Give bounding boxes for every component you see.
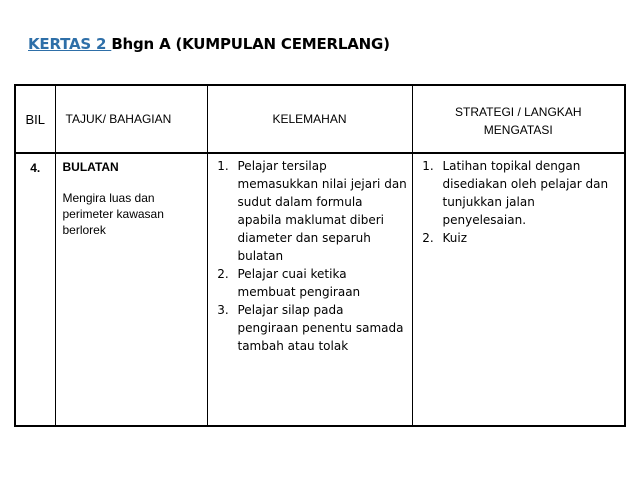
header-strategi-line1: STRATEGI / LANGKAH [455,105,582,119]
header-strategi [412,85,625,153]
kelemahan-item-2: 2. Pelajar cuai ketika membuat pengiraan [233,265,408,301]
strategi-item-2: 2. Kuiz [438,229,621,247]
table-row [15,153,625,426]
row-strategi [412,153,625,426]
row-subtopic-line2: perimeter kawasan [62,207,164,221]
row-tajuk [55,153,207,426]
row-bil: 4. [15,153,55,426]
strategi-item-1: 1. Latihan topikal dengan disediakan oleh pelajar dan tunjukkan jalan penyelesaian. [438,157,621,229]
title-paper-label: KERTAS 2 [28,35,112,53]
strategi-list [413,154,625,247]
title-section-label: Bhgn A (KUMPULAN CEMERLANG) [111,35,390,53]
header-kelemahan: KELEMAHAN [207,85,412,153]
header-strategi-line2: MENGATASI [483,123,553,137]
header-tajuk: TAJUK/ BAHAGIAN [55,85,207,153]
weakness-strategy-table [14,84,626,427]
kelemahan-item-1: 1. Pelajar tersilap memasukkan nilai jejari dan sudut dalam formula apabila maklumat diberi diameter dan separuh bulatan [233,157,408,265]
row-subtopic [63,190,201,238]
table-header-row [15,85,625,153]
row-kelemahan [207,153,412,426]
row-subtopic-line1: Mengira luas dan [62,191,155,205]
header-bil: BIL [15,85,55,153]
row-subtopic-line3: berlorek [62,223,106,237]
kelemahan-item-3: 3. Pelajar silap pada pengiraan penentu samada tambah atau tolak [233,301,408,355]
kelemahan-list [208,154,412,355]
row-topic: BULATAN [62,160,119,174]
page-title [28,35,390,53]
